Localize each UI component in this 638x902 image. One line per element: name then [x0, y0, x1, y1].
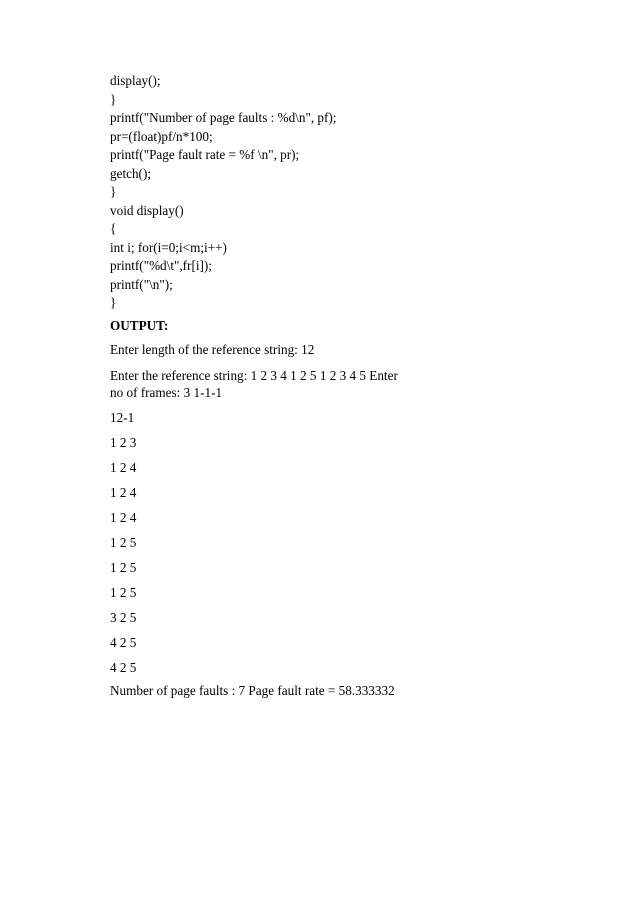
frame-rows [110, 409, 530, 677]
output-section [110, 341, 530, 700]
code-line: pr=(float)pf/n*100; [110, 128, 213, 144]
code-line: getch(); [110, 165, 152, 181]
reference-prompt: Enter the reference string: 1 2 3 4 1 2 5 1 2 3 4 5 Enter no of frames: 3 1-1-1 [110, 368, 398, 400]
code-line: int i; for(i=0;i<m;i++) [110, 239, 227, 255]
frame-row: 1 2 4 [110, 509, 137, 525]
frame-row: 3 2 5 [110, 609, 137, 625]
code-line: printf("Page fault rate = %f \n", pr); [110, 147, 300, 162]
code-line: printf("Number of page faults : %d\n", pf); [110, 110, 337, 125]
code-line: printf("%d\t",fr[i]); [110, 258, 212, 273]
frame-row: 1 2 4 [110, 459, 137, 475]
code-line: void display() [110, 202, 184, 218]
document-page [110, 72, 530, 700]
code-listing [110, 72, 530, 313]
code-line: } [110, 91, 117, 107]
length-prompt: Enter length of the reference string: 12 [110, 341, 315, 357]
frame-row: 1 2 3 [110, 434, 137, 450]
code-line: display(); [110, 73, 161, 88]
frame-row: 4 2 5 [110, 634, 137, 650]
code-line: printf("\n"); [110, 276, 173, 292]
output-heading: OUTPUT: [110, 317, 169, 333]
frame-row: 4 2 5 [110, 659, 137, 675]
frame-row: 1 2 5 [110, 534, 137, 550]
code-line: } [110, 295, 117, 310]
frame-row: 12-1 [110, 409, 135, 425]
fault-summary: Number of page faults : 7 Page fault rate = 58.333332 [110, 683, 395, 698]
code-line: } [110, 184, 117, 199]
frame-row: 1 2 5 [110, 584, 137, 600]
code-line: { [110, 221, 117, 236]
frame-row: 1 2 5 [110, 559, 137, 575]
frame-row: 1 2 4 [110, 484, 137, 500]
